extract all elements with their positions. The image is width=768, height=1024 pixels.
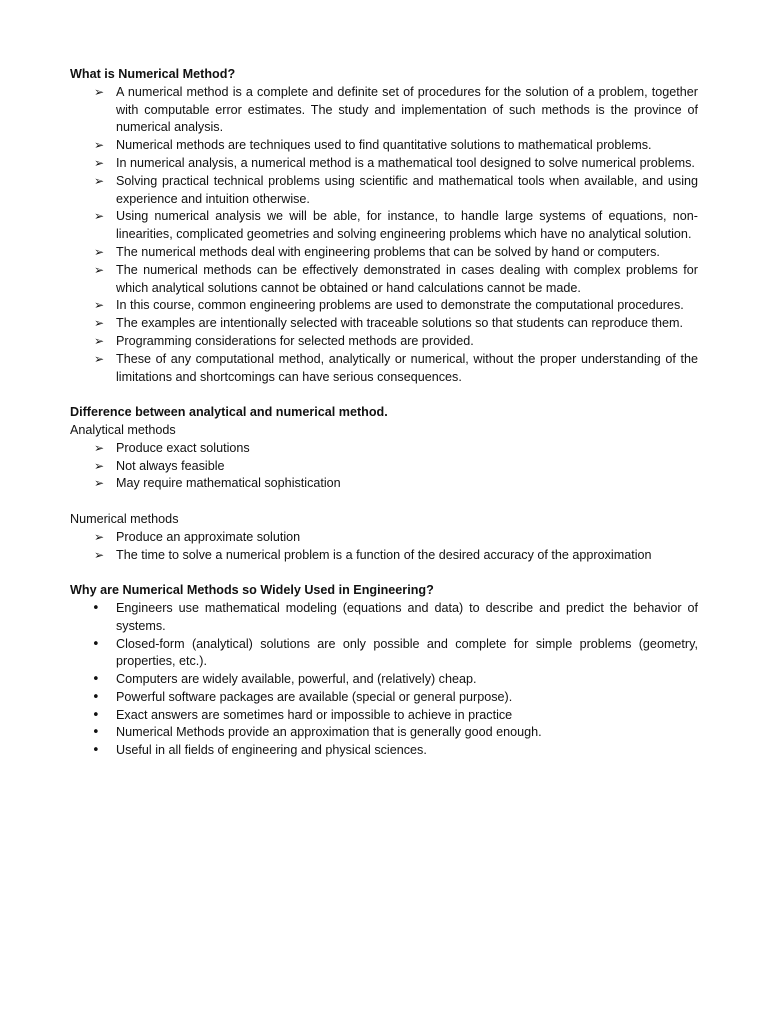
arrow-bullet-icon: ➢ [94,209,105,224]
list-item-text: Numerical methods are techniques used to find quantitative solutions to mathematical problems. [116,138,652,153]
dot-bullet-icon: • [92,689,100,705]
arrow-bullet-icon: ➢ [94,298,105,313]
list-item-text: Powerful software packages are available (special or general purpose). [116,689,513,704]
list-item [70,297,698,315]
list-item-text: In numerical analysis, a numerical method is a mathematical tool designed to solve numerical problems. [116,155,695,170]
list-item [70,475,698,493]
dot-bullet-icon: • [92,672,100,688]
dot-bullet-icon: • [92,707,100,723]
section-heading-what-is-numerical-method: What is Numerical Method? [70,67,236,81]
arrow-bullet-icon: ➢ [94,547,105,562]
analytical-methods-label: Analytical methods [70,422,176,437]
list-item [70,529,698,547]
list-item [70,333,698,351]
list-item [70,315,698,333]
dot-bullet-icon: • [92,725,100,741]
list-item-text: Numerical Methods provide an approximation that is generally good enough. [116,725,542,740]
engineering-reasons-list [70,600,698,760]
list-item-text: Solving practical technical problems using scientific and mathematical tools when available, and using experience and intuition otherwise. [116,173,698,206]
list-item [70,689,698,707]
list-item [70,155,698,173]
list-item [70,137,698,155]
list-item-text: Using numerical analysis we will be able, for instance, to handle large systems of equations, non-linearities, complicated geometries and solving engineering problems which have no analytical solution. [116,209,698,242]
dot-bullet-icon: • [92,600,100,616]
arrow-bullet-icon: ➢ [94,440,105,455]
analytical-methods-list [70,440,698,493]
list-item-text: Closed-form (analytical) solutions are only possible and complete for simple problems (geometry, properties, etc.). [116,636,698,669]
list-item-text: Computers are widely available, powerful, and (relatively) cheap. [116,672,477,687]
list-item-text: Exact answers are sometimes hard or impossible to achieve in practice [116,707,513,722]
dot-bullet-icon: • [92,743,100,759]
list-item-text: Useful in all fields of engineering and physical sciences. [116,743,427,758]
arrow-bullet-icon: ➢ [94,529,105,544]
list-item [70,173,698,209]
list-item-text: The numerical methods can be effectively demonstrated in cases dealing with complex problems for which analytical solutions cannot be obtained or hand calculations cannot be made. [116,262,698,295]
arrow-bullet-icon: ➢ [94,155,105,170]
list-item [70,724,698,742]
dot-bullet-icon: • [92,636,100,652]
spacer [70,493,698,511]
section-heading-why-used-in-engineering: Why are Numerical Methods so Widely Used in Engineering? [70,583,434,598]
list-item-text: May require mathematical sophistication [116,476,341,491]
numerical-methods-list [70,529,698,565]
list-item [70,440,698,458]
arrow-bullet-icon: ➢ [94,458,105,473]
list-item [70,351,698,387]
arrow-bullet-icon: ➢ [94,316,105,331]
arrow-bullet-icon: ➢ [94,244,105,259]
arrow-bullet-icon: ➢ [94,476,105,491]
section-heading-difference: Difference between analytical and numerical method. [70,405,388,420]
list-item [70,742,698,760]
list-item-text: The examples are intentionally selected with traceable solutions so that students can reproduce them. [116,316,684,331]
list-item [70,600,698,636]
list-item [70,671,698,689]
arrow-bullet-icon: ➢ [94,262,105,277]
list-item-text: Engineers use mathematical modeling (equations and data) to describe and predict the behavior of systems. [116,600,698,633]
list-item-text: Produce exact solutions [116,440,250,455]
list-item [70,458,698,476]
arrow-bullet-icon: ➢ [94,333,105,348]
list-item [70,244,698,262]
list-item-text: Not always feasible [116,458,225,473]
list-item-text: These of any computational method, analytically or numerical, without the proper understanding of the limitations and shortcomings can have serious consequences. [116,351,698,384]
list-item [70,707,698,725]
list-item-text: Programming considerations for selected methods are provided. [116,333,474,348]
arrow-bullet-icon: ➢ [94,138,105,153]
list-item [70,84,698,137]
spacer [70,564,698,582]
list-item-text: In this course, common engineering problems are used to demonstrate the computational procedures. [116,298,684,313]
numerical-method-definition-list [70,84,698,387]
list-item-text: A numerical method is a complete and definite set of procedures for the solution of a problem, together with computable error estimates. The study and implementation of such methods is the province of numerical analysis. [116,84,698,135]
arrow-bullet-icon: ➢ [94,173,105,188]
numerical-methods-label: Numerical methods [70,511,179,526]
spacer [70,386,698,404]
list-item-text: The time to solve a numerical problem is a function of the desired accuracy of the approximation [116,547,652,562]
list-item [70,636,698,672]
list-item-text: Produce an approximate solution [116,529,301,544]
arrow-bullet-icon: ➢ [94,84,105,99]
list-item [70,547,698,565]
arrow-bullet-icon: ➢ [94,351,105,366]
list-item-text: The numerical methods deal with engineering problems that can be solved by hand or computers. [116,244,660,259]
list-item [70,208,698,244]
list-item [70,262,698,298]
